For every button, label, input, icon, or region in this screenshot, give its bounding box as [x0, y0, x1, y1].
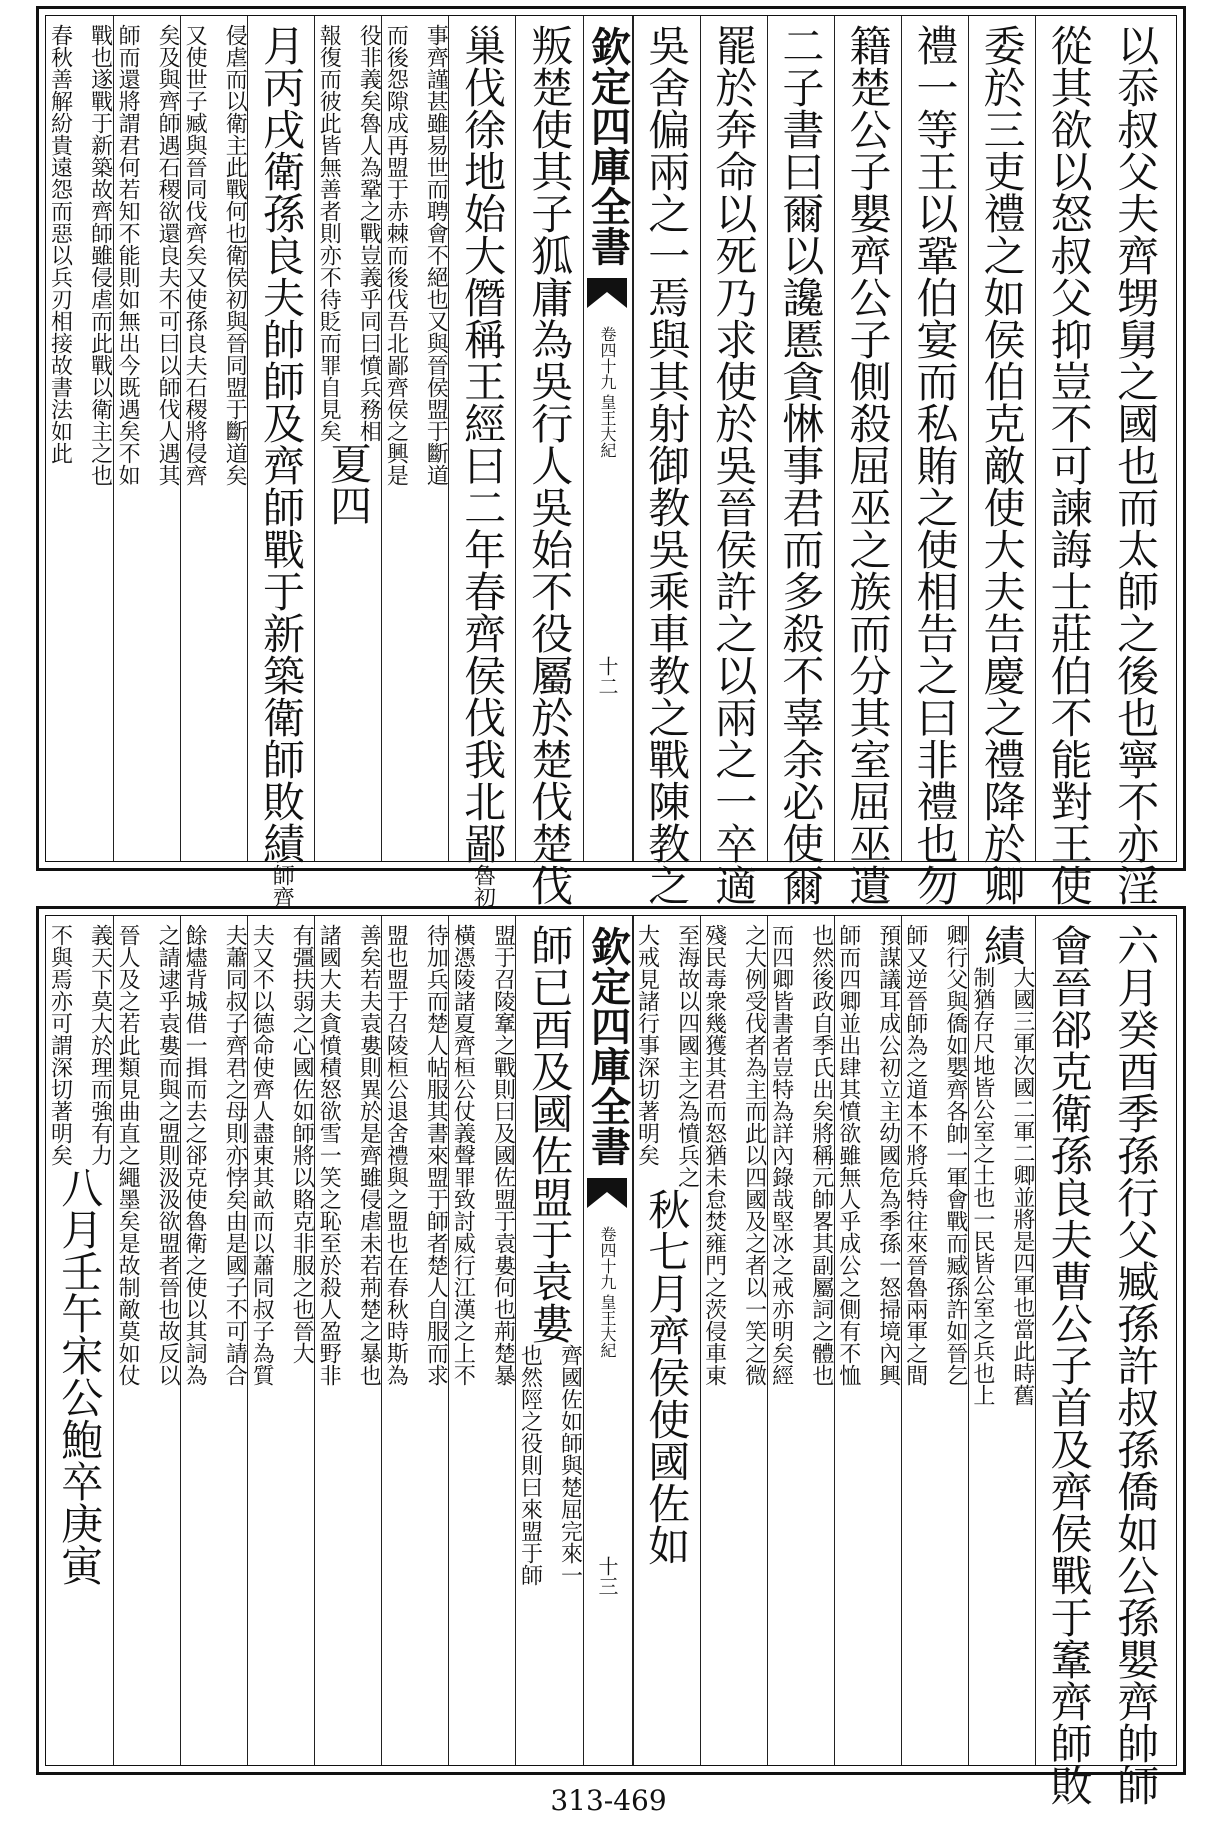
commentary-text: 戰也遂戰于新築故齊師雖侵虐而此戰以衛主之也	[87, 24, 113, 486]
book-title: 皇王大紀	[598, 1294, 617, 1358]
center-margin-strip	[583, 916, 633, 1765]
volume-number: 卷四十九	[598, 1226, 617, 1290]
commentary-text: 晉人及之若此類見曲直之繩墨矣是故制敵莫如仗	[115, 924, 141, 1386]
main-text: 師已酉及國佐盟于袁婁	[525, 924, 575, 1344]
book-title: 皇王大紀	[598, 394, 617, 458]
main-text: 會晉郤克衛孫良夫曹公子首及齊侯戰于鞌齊師敗	[1044, 924, 1094, 1806]
main-text: 二子書曰爾以讒慝貪惏事君而多殺不辜余必使爾	[776, 24, 826, 906]
fishtail-mark-icon	[587, 1178, 627, 1218]
book-volume-label	[596, 326, 619, 458]
main-text: 籍楚公子嬰齊公子側殺屈巫之族而分其室屈巫遺	[843, 24, 893, 906]
text-column	[834, 916, 901, 1765]
text-column	[1102, 16, 1169, 906]
main-text: 秋七月齊侯使國佐如	[642, 1188, 692, 1566]
text-column	[381, 916, 448, 1765]
commentary-text: 師而四卿並出肆其憤欲雖無人乎成公之側有不恤	[835, 924, 861, 1386]
text-column	[700, 16, 767, 906]
text-column	[314, 916, 381, 1765]
text-column	[901, 916, 968, 1765]
commentary-text: 夫蕭同叔子齊君之母則亦悖矣由是國子不可請合	[222, 924, 248, 1386]
text-column	[633, 916, 700, 1765]
commentary-text: 盟也盟于召陵桓公退舍禮與之盟也在春秋時斯為	[383, 924, 409, 1386]
commentary-text: 大國三軍次國二軍二卿並將是四軍也當此時舊	[1009, 966, 1035, 1406]
center-margin-strip	[583, 16, 633, 861]
commentary-text: 侵虐而以衛主此戰何也衛侯初與晉同盟于斷道矣	[222, 24, 248, 486]
commentary-text: 齊國佐如師與楚屈完來一	[557, 1344, 583, 1586]
text-column	[448, 16, 515, 908]
commentary-text: 善矣若夫袁婁則異於是齊雖侵虐未若荊楚之暴也	[356, 924, 382, 1386]
top-page	[36, 6, 1186, 908]
commentary-text: 報復而彼此皆無善者則亦不待貶而罪自見矣	[316, 24, 342, 442]
text-column	[247, 916, 314, 1765]
text-column	[46, 16, 113, 861]
text-column	[113, 916, 180, 1765]
main-text: 吳舍偏兩之一焉與其射御教吳乘車教之戰陳教之	[642, 24, 692, 906]
commentary-text: 橫憑陵諸夏齊桓公仗義聲罪致討威行江漢之上不	[450, 924, 476, 1386]
commentary-text: 諸國大夫貪憤積怒欲雪一笑之恥至於殺人盈野非	[316, 924, 342, 1386]
text-column	[700, 916, 767, 1765]
main-text: 叛楚使其子狐庸為吳行人吳始不役屬於楚伐楚伐	[525, 24, 575, 906]
text-column	[180, 16, 247, 861]
text-column	[968, 916, 1035, 1765]
main-text: 委於三吏禮之如侯伯克敵使大夫告慶之禮降於卿	[977, 24, 1027, 906]
text-column	[1035, 16, 1102, 906]
main-text: 禮一等王以鞏伯宴而私賄之使相告之曰非禮也勿	[910, 24, 960, 906]
top-page-frame	[45, 15, 1177, 908]
commentary-text: 義天下莫大於理而強有力	[87, 924, 113, 1166]
commentary-text: 預謀議耳成公初立主幼國危為季孫一怒掃境內興	[875, 924, 901, 1386]
text-column	[834, 16, 901, 906]
fishtail-mark-icon	[587, 278, 627, 318]
text-column	[1102, 916, 1169, 1806]
leaf-number: 十三	[595, 1556, 619, 1596]
main-text: 以忝叔父夫齊甥舅之國也而太師之後也寧不亦淫	[1111, 24, 1161, 906]
commentary-text: 盟于召陵鞌之戰則曰及國佐盟于袁婁何也荊楚暴	[490, 924, 516, 1386]
commentary-text: 至海故以四國主之為憤兵之	[674, 924, 700, 1188]
commentary-text: 又使世子臧與晉同伐齊矣又使孫良夫石稷將侵齊	[182, 24, 208, 486]
commentary-text: 而後怨隙成再盟于赤棘而後伐吾北鄙齊侯之興是	[383, 24, 409, 486]
text-column	[180, 916, 247, 1765]
text-column	[381, 16, 448, 861]
leaf-number: 十二	[595, 656, 619, 696]
volume-number: 卷四十九	[598, 326, 617, 390]
main-text: 夏四	[324, 442, 374, 526]
commentary-text: 師而還將謂君何若知不能則如無出今既遇矣不如	[115, 24, 141, 486]
commentary-text: 而四卿皆書者豈特為詳內錄哉堅冰之戒亦明矣經	[768, 924, 794, 1386]
main-text: 績	[977, 924, 1027, 966]
commentary-text: 餘燼背城借一揖而去之郤克使魯衛之使以其詞為	[182, 924, 208, 1386]
commentary-text: 事齊謹甚雖易世而聘會不絕也又與晉侯盟于斷道	[423, 24, 449, 486]
book-volume-label	[596, 1226, 619, 1358]
text-column	[767, 16, 834, 906]
text-column	[1035, 916, 1102, 1806]
text-column	[968, 16, 1035, 906]
main-text: 從其欲以怒叔父抑豈不可諫誨士莊伯不能對王使	[1044, 24, 1094, 906]
commentary-text: 魯初	[470, 864, 496, 908]
commentary-text: 春秋善解紛貴遠怨而惡以兵刃相接故書法如此	[47, 24, 73, 464]
commentary-text: 之請逮乎袁婁而與之盟則汲汲欲盟者晉也故反以	[155, 924, 181, 1386]
main-text: 罷於奔命以死乃求使於吳晉侯許之以兩之一卒適	[709, 24, 759, 906]
main-text: 八月壬午宋公鮑卒庚寅	[55, 1166, 105, 1586]
commentary-text: 也然後政自季氏出矣將稱元帥畧其副屬詞之體也	[808, 924, 834, 1386]
commentary-text: 師又逆晉師為之道本不將兵特往來晉魯兩軍之間	[902, 924, 928, 1386]
text-column	[633, 16, 700, 906]
collection-title: 欽定四庫全書	[584, 926, 632, 1166]
main-text: 六月癸酉季孫行父臧孫許叔孫僑如公孫嬰齊帥師	[1111, 924, 1161, 1806]
commentary-text: 矣及與齊師遇石稷欲還良夫不可曰以師伐人遇其	[155, 24, 181, 486]
collection-title: 欽定四庫全書	[584, 26, 632, 266]
commentary-text: 夫又不以德命使齊人盡東其畝而以蕭同叔子為質	[249, 924, 275, 1386]
text-column	[448, 916, 515, 1765]
text-column	[247, 16, 314, 908]
commentary-text: 役非義矣魯人為鞏之戰豈義乎同曰憤兵務相	[356, 24, 382, 442]
main-text: 月丙戌衛孫良夫帥師及齊師戰于新築衛師敗績	[256, 24, 306, 864]
commentary-text: 制猶存尺地皆公室之土也一民皆公室之兵也上	[969, 966, 995, 1406]
commentary-text: 卿行父與僑如嬰齊各帥一軍會戰而臧孫許如晉乞	[942, 924, 968, 1386]
commentary-text: 師齊	[269, 864, 295, 908]
text-column	[46, 916, 113, 1765]
text-column	[314, 16, 381, 861]
text-column	[515, 16, 582, 906]
page-code: 313-469	[550, 1784, 667, 1817]
commentary-text: 之大例受伐者為主而此以四國及之者以一笑之微	[741, 924, 767, 1386]
text-column	[113, 16, 180, 861]
commentary-text: 也然陘之役則曰來盟于師	[517, 1344, 543, 1586]
text-column	[767, 916, 834, 1765]
commentary-text: 不與焉亦可謂深切著明矣	[47, 924, 73, 1166]
commentary-text: 殘民毒衆幾獲其君而怒猶未怠焚雍門之茨侵車東	[701, 924, 727, 1386]
commentary-text: 有彊扶弱之心國佐如師將以賂克非服之也晉大	[289, 924, 315, 1364]
text-column	[515, 916, 582, 1765]
text-column	[901, 16, 968, 906]
main-text: 巢伐徐地始大僭稱王經曰二年春齊侯伐我北鄙	[458, 24, 508, 864]
commentary-text: 待加兵而楚人帖服其書來盟于師者楚人自服而求	[423, 924, 449, 1386]
commentary-text: 大戒見諸行事深切著明矣	[634, 924, 660, 1166]
